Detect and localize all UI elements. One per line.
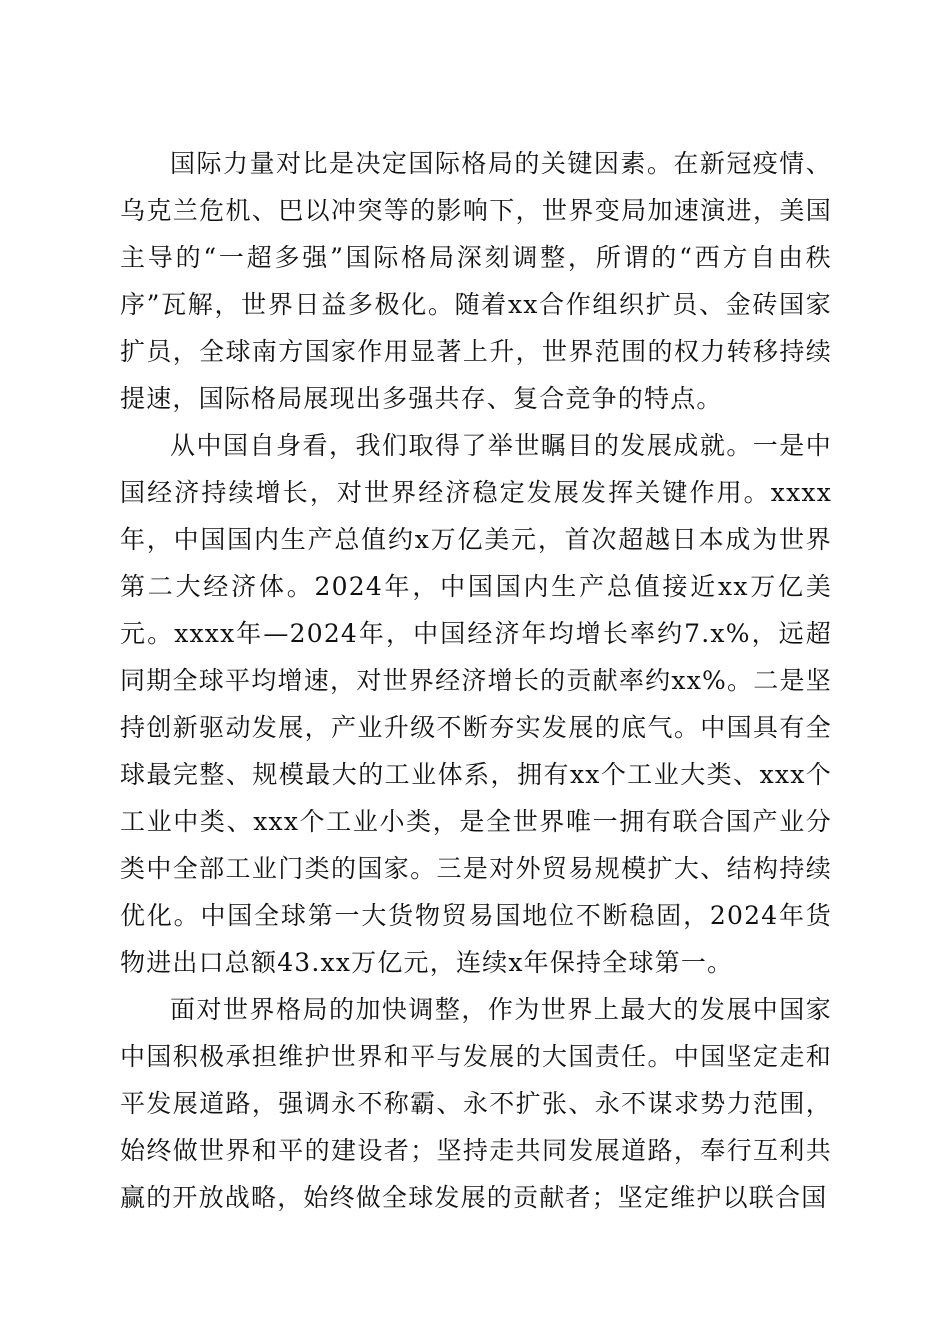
paragraph-china-responsibility: 面对世界格局的加快调整，作为世界上最大的发展中国家中国积极承担维护世界和平与发展的大国责任。中国坚定走和平发展道路，强调永不称霸、永不扩张、永不谋求势力范围，始终做世界和平的建设者；坚持走共同发展道路，奉行互利共赢的开放战略，始终做全球发展的贡献者；坚定维护以联合国: [120, 995, 832, 1212]
document-body: [120, 140, 832, 1221]
paragraph-china-achievements: 从中国自身看，我们取得了举世瞩目的发展成就。一是中国经济持续增长，对世界经济稳定发展发挥关键作用。xxxx年，中国国内生产总值约x万亿美元，首次超越日本成为世界第二大经济体。2024年，中国国内生产总值接近xx万亿美元。xxxx年—2024年，中国经济年均增长率约7.x%，远超同期全球平均增速，对世界经济增长的贡献率约xx%。二是坚持创新驱动发展，产业升级不断夯实发展的底气。中国具有全球最完整、规模最大的工业体系，拥有xx个工业大类、xxx个工业中类、xxx个工业小类，是全世界唯一拥有联合国产业分类中全部工业门类的国家。三是对外贸易规模扩大、结构持续优化。中国全球第一大货物贸易国地位不断稳固，2024年货物进出口总额43.xx万亿元，连续x年保持全球第一。: [120, 431, 832, 977]
paragraph-international-balance: 国际力量对比是决定国际格局的关键因素。在新冠疫情、乌克兰危机、巴以冲突等的影响下，世界变局加速演进，美国主导的“一超多强”国际格局深刻调整，所谓的“西方自由秩序”瓦解，世界日益多极化。随着xx合作组织扩员、金砖国家扩员，全球南方国家作用显著上升，世界范围的权力转移持续提速，国际格局展现出多强共存、复合竞争的特点。: [120, 149, 832, 413]
